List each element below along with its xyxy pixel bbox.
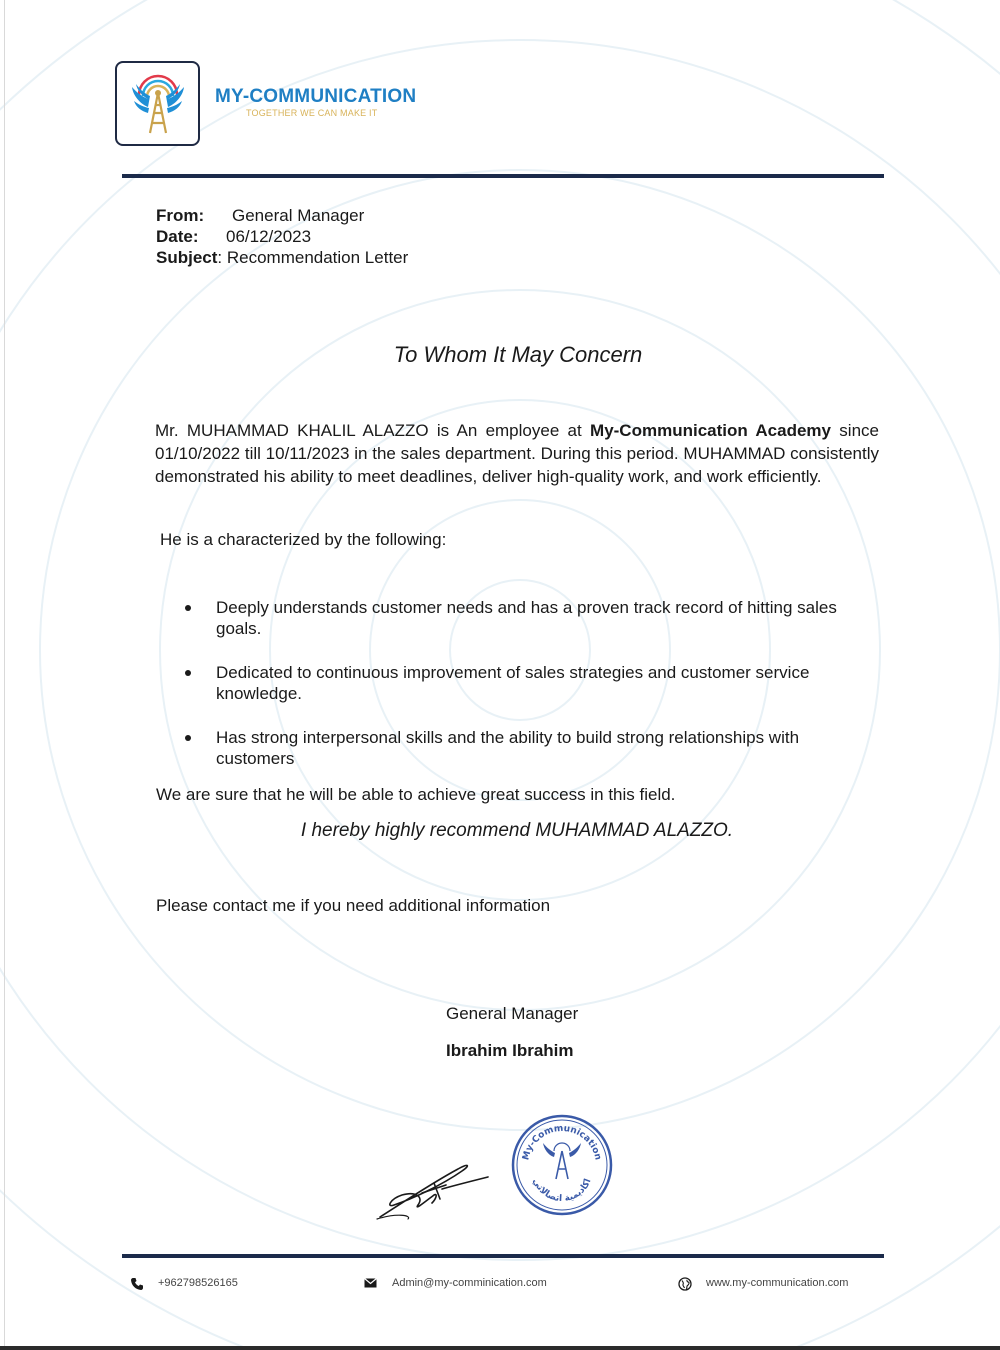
date-label: Date: bbox=[156, 227, 199, 246]
date-line bbox=[156, 226, 312, 247]
from-label: From: bbox=[156, 206, 205, 225]
tower-wings-logo-icon bbox=[117, 63, 198, 144]
header-divider bbox=[122, 174, 884, 178]
list-item bbox=[185, 727, 875, 769]
from-value: General Manager bbox=[232, 206, 365, 225]
svg-text:اكاديمية اتصالاتي bbox=[530, 1177, 593, 1204]
traits-lead: He is a characterized by the following: bbox=[160, 530, 447, 549]
salutation: To Whom It May Concern bbox=[393, 342, 643, 367]
trait-text: Dedicated to continuous improvement of sales strategies and customer service knowledge. bbox=[216, 663, 810, 703]
company-tagline: TOGETHER WE CAN MAKE IT bbox=[246, 108, 378, 118]
mail-icon bbox=[364, 1277, 377, 1289]
organization-name: My-Communication Academy bbox=[590, 421, 832, 440]
intro-paragraph bbox=[155, 419, 879, 488]
page-bottom-edge bbox=[0, 1346, 1000, 1350]
company-logo bbox=[115, 61, 200, 146]
contact-note: Please contact me if you need additional information bbox=[156, 896, 551, 915]
globe-icon bbox=[678, 1277, 692, 1291]
page-edge bbox=[4, 0, 5, 1350]
list-item bbox=[185, 662, 875, 704]
email-address[interactable]: Admin@my-comminication.com bbox=[392, 1277, 547, 1289]
phone-number: +962798526165 bbox=[158, 1277, 238, 1289]
trait-text: Has strong interpersonal skills and the ability to build strong relationships with customers bbox=[216, 728, 800, 768]
subject-label: Subject bbox=[156, 248, 218, 267]
trait-text: Deeply understands customer needs and has a proven track record of hitting sales goals. bbox=[216, 598, 837, 638]
traits-list bbox=[185, 597, 875, 769]
handwritten-signature bbox=[372, 1155, 497, 1225]
subject-line bbox=[156, 247, 408, 268]
bullet-icon bbox=[185, 670, 191, 676]
intro-text-end: since 01/10/2022 till 10/11/2023 in the sales department. During this period. MUHAMMAD consistently demonstrated his ability to meet deadlines, deliver high-quality work, and work efficiently. bbox=[155, 421, 879, 486]
company-stamp bbox=[510, 1113, 614, 1217]
closing-sentence: We are sure that he will be able to achieve great success in this field. bbox=[156, 785, 676, 804]
intro-text-start: Mr. MUHAMMAD KHALIL ALAZZO is An employee at bbox=[155, 421, 591, 440]
stamp-arabic-text: اكاديمية اتصالاتي bbox=[530, 1176, 594, 1205]
from-line bbox=[156, 205, 365, 226]
company-name: MY-COMMUNICATION bbox=[215, 86, 417, 107]
phone-icon bbox=[130, 1277, 144, 1291]
recommendation-statement: I hereby highly recommend MUHAMMAD ALAZZO. bbox=[300, 820, 734, 841]
bullet-icon bbox=[185, 605, 191, 611]
date-value: 06/12/2023 bbox=[226, 227, 312, 246]
footer-divider bbox=[122, 1254, 884, 1258]
signatory-name: Ibrahim Ibrahim bbox=[446, 1041, 574, 1060]
list-item bbox=[185, 597, 875, 639]
website-url[interactable]: www.my-communication.com bbox=[706, 1277, 849, 1289]
bullet-icon bbox=[185, 735, 191, 741]
subject-value: : Recommendation Letter bbox=[217, 248, 409, 267]
stamp-text: My-Communication bbox=[521, 1123, 603, 1162]
stamp-emblem-icon bbox=[543, 1143, 581, 1179]
signatory-title: General Manager bbox=[446, 1004, 579, 1023]
